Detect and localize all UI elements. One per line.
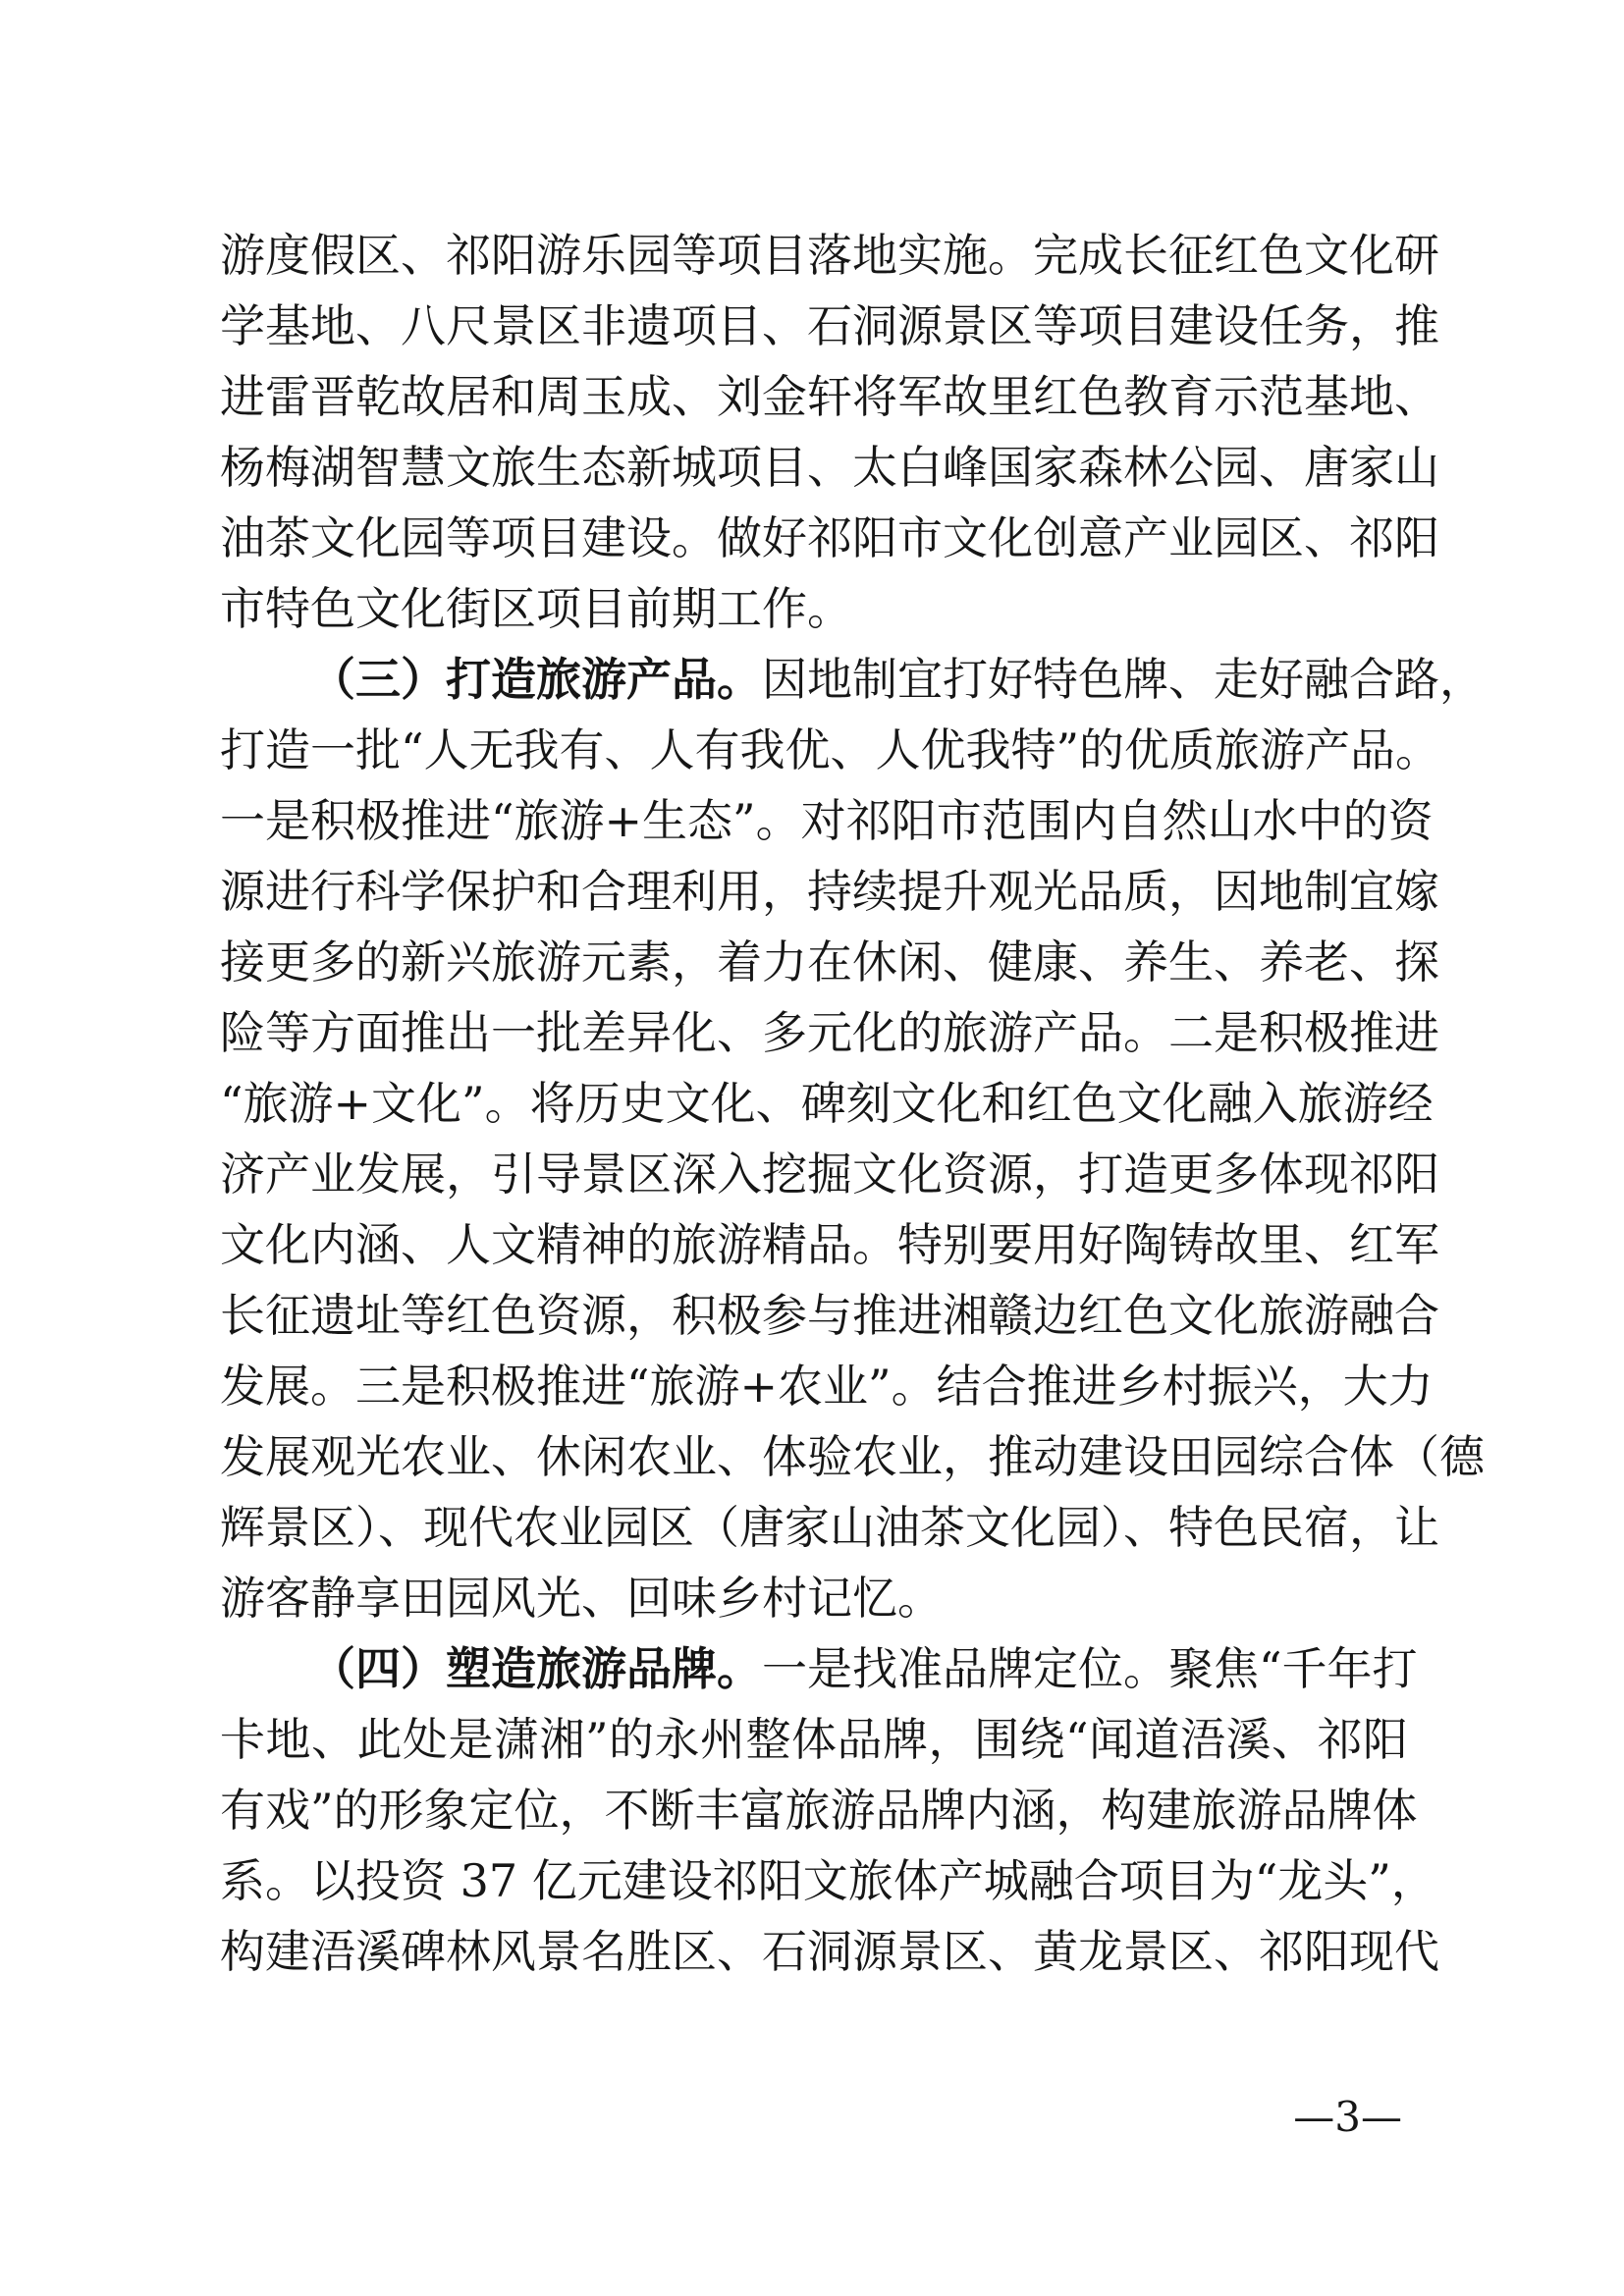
- paragraph-project-construction: [220, 220, 1439, 644]
- text-line: 市特色文化街区项目前期工作。: [220, 582, 852, 635]
- text-line: 文化内涵、人文精神的旅游精品。特别要用好陶铸故里、红军: [220, 1218, 1439, 1271]
- text-line: 辉景区）、现代农业园区（唐家山油茶文化园）、特色民宿，让: [220, 1501, 1439, 1554]
- text-line: 进雷晋乾故居和周玉成、刘金轩将军故里红色教育示范基地、: [220, 370, 1439, 423]
- section-heading-4: （四）塑造旅游品牌。: [310, 1642, 762, 1695]
- text-line: [220, 644, 1485, 715]
- heading-line-text: 因地制宜打好特色牌、走好融合路，: [762, 653, 1485, 706]
- text-line: 发展。三是积极推进“旅游+农业”。结合推进乡村振兴，大力: [220, 1360, 1434, 1413]
- heading-line-text: 一是找准品牌定位。聚焦“千年打: [762, 1642, 1418, 1695]
- text-line: “旅游+文化”。将历史文化、碑刻文化和红色文化融入旅游经: [220, 1077, 1434, 1130]
- text-line: 发展观光农业、休闲农业、体验农业，推动建设田园综合体（德: [220, 1430, 1485, 1483]
- body-text: [220, 220, 1485, 1987]
- text-line: 构建浯溪碑林风景名胜区、石洞源景区、黄龙景区、祁阳现代: [220, 1925, 1439, 1978]
- text-line: 一是积极推进“旅游+生态”。对祁阳市范围内自然山水中的资: [220, 794, 1434, 847]
- text-line: 打造一批“人无我有、人有我优、人优我特”的优质旅游产品。: [220, 723, 1441, 776]
- text-line: 接更多的新兴旅游元素，着力在休闲、健康、养生、养老、探: [220, 935, 1439, 988]
- page-number: —3—: [1293, 2093, 1402, 2141]
- text-line: 有戏”的形象定位，不断丰富旅游品牌内涵，构建旅游品牌体: [220, 1784, 1418, 1837]
- paragraph-tourism-products: [220, 644, 1485, 1633]
- text-line: 险等方面推出一批差异化、多元化的旅游产品。二是积极推进: [220, 1006, 1439, 1059]
- text-line: 济产业发展，引导景区深入挖掘文化资源，打造更多体现祁阳: [220, 1148, 1439, 1201]
- text-line: 杨梅湖智慧文旅生态新城项目、太白峰国家森林公园、唐家山: [220, 441, 1439, 494]
- text-line: 系。以投资 37 亿元建设祁阳文旅体产城融合项目为“龙头”，: [220, 1854, 1436, 1907]
- text-line: 游度假区、祁阳游乐园等项目落地实施。完成长征红色文化研: [220, 229, 1439, 282]
- text-line: [220, 1633, 1418, 1704]
- paragraph-tourism-brand: [220, 1633, 1439, 1987]
- section-heading-3: （三）打造旅游产品。: [310, 653, 762, 706]
- text-line: 学基地、八尺景区非遗项目、石洞源景区等项目建设任务，推: [220, 299, 1439, 352]
- text-line: 长征遗址等红色资源，积极参与推进湘赣边红色文化旅游融合: [220, 1289, 1439, 1342]
- text-line: 游客静享田园风光、回味乡村记忆。: [220, 1572, 943, 1625]
- text-line: 卡地、此处是潇湘”的永州整体品牌，围绕“闻道浯溪、祁阳: [220, 1713, 1408, 1766]
- text-line: 源进行科学保护和合理利用，持续提升观光品质，因地制宜嫁: [220, 865, 1439, 918]
- text-line: 油茶文化园等项目建设。做好祁阳市文化创意产业园区、祁阳: [220, 511, 1439, 564]
